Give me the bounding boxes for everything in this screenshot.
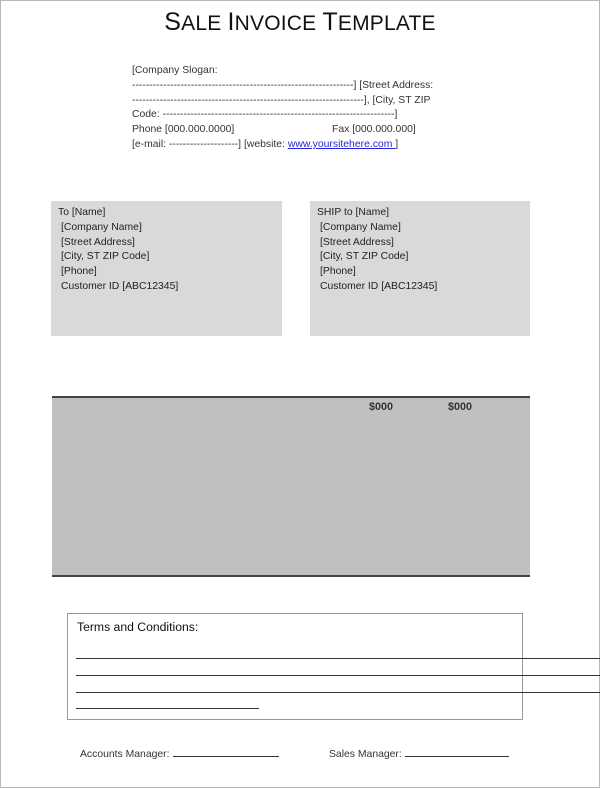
company-phone[interactable]: Phone [000.000.0000]	[132, 124, 235, 136]
terms-line-2[interactable]	[76, 675, 600, 676]
ship-to-box[interactable]	[310, 201, 530, 336]
bill-to-city: [City, ST ZIP Code]	[61, 251, 150, 263]
company-email[interactable]: [e-mail: --------------------]	[132, 138, 242, 150]
bill-to-street: [Street Address]	[61, 236, 135, 248]
company-slogan[interactable]: [Company Slogan:	[132, 65, 218, 76]
title-word-template-cap: T	[322, 8, 338, 36]
total-cell[interactable]: $000	[448, 401, 473, 413]
terms-heading: Terms and Conditions:	[77, 620, 199, 634]
title-word-sale-cap: S	[164, 8, 182, 36]
bill-to-name: To [Name]	[58, 207, 106, 218]
title-word-sale: ALE	[181, 12, 222, 35]
accounts-manager-signature-line[interactable]	[173, 747, 279, 757]
ship-to-phone: [Phone]	[320, 266, 356, 278]
terms-line-1[interactable]	[76, 658, 600, 659]
terms-box[interactable]	[67, 613, 523, 720]
zip-code-line[interactable]: Code: -------------------------------------------------------------------]	[132, 109, 398, 121]
bill-to-company: [Company Name]	[61, 221, 142, 233]
email-website-row	[132, 138, 462, 153]
terms-line-3[interactable]	[76, 692, 600, 693]
city-line[interactable]: -------------------------------------------------------------------], [City, ST ZIP	[132, 94, 431, 106]
company-info	[132, 64, 462, 153]
sales-manager-signature-line[interactable]	[405, 747, 509, 757]
company-fax[interactable]: Fax [000.000.000]	[332, 124, 416, 136]
amount-cell[interactable]: $000	[369, 401, 394, 413]
items-table[interactable]	[52, 396, 530, 577]
page-title	[0, 8, 600, 37]
terms-line-4[interactable]	[76, 708, 259, 709]
website-close: ]	[395, 138, 399, 150]
sales-manager-label: Sales Manager:	[329, 749, 402, 760]
title-word-invoice: NVOICE	[234, 12, 317, 35]
accounts-manager-label: Accounts Manager:	[80, 749, 170, 760]
bill-to-customer-id: Customer ID [ABC12345]	[61, 280, 179, 292]
bill-to-box[interactable]	[51, 201, 282, 336]
phone-fax-row	[132, 123, 462, 138]
ship-to-street: [Street Address]	[320, 236, 394, 248]
ship-to-customer-id: Customer ID [ABC12345]	[320, 280, 438, 292]
accounts-manager-signature	[80, 747, 279, 760]
ship-to-name: SHIP to [Name]	[317, 207, 389, 218]
title-word-invoice-cap: I	[227, 8, 235, 36]
website-label: [website:	[243, 138, 285, 150]
ship-to-company: [Company Name]	[320, 221, 401, 233]
ship-to-city: [City, ST ZIP Code]	[320, 251, 409, 263]
website-link[interactable]: www.yoursitehere.com	[287, 138, 396, 150]
street-address-line[interactable]: ----------------------------------------------------------------] [Street Address:	[132, 79, 434, 91]
bill-to-phone: [Phone]	[61, 266, 97, 278]
sales-manager-signature	[329, 747, 509, 760]
title-word-template: EMPLATE	[337, 12, 436, 35]
